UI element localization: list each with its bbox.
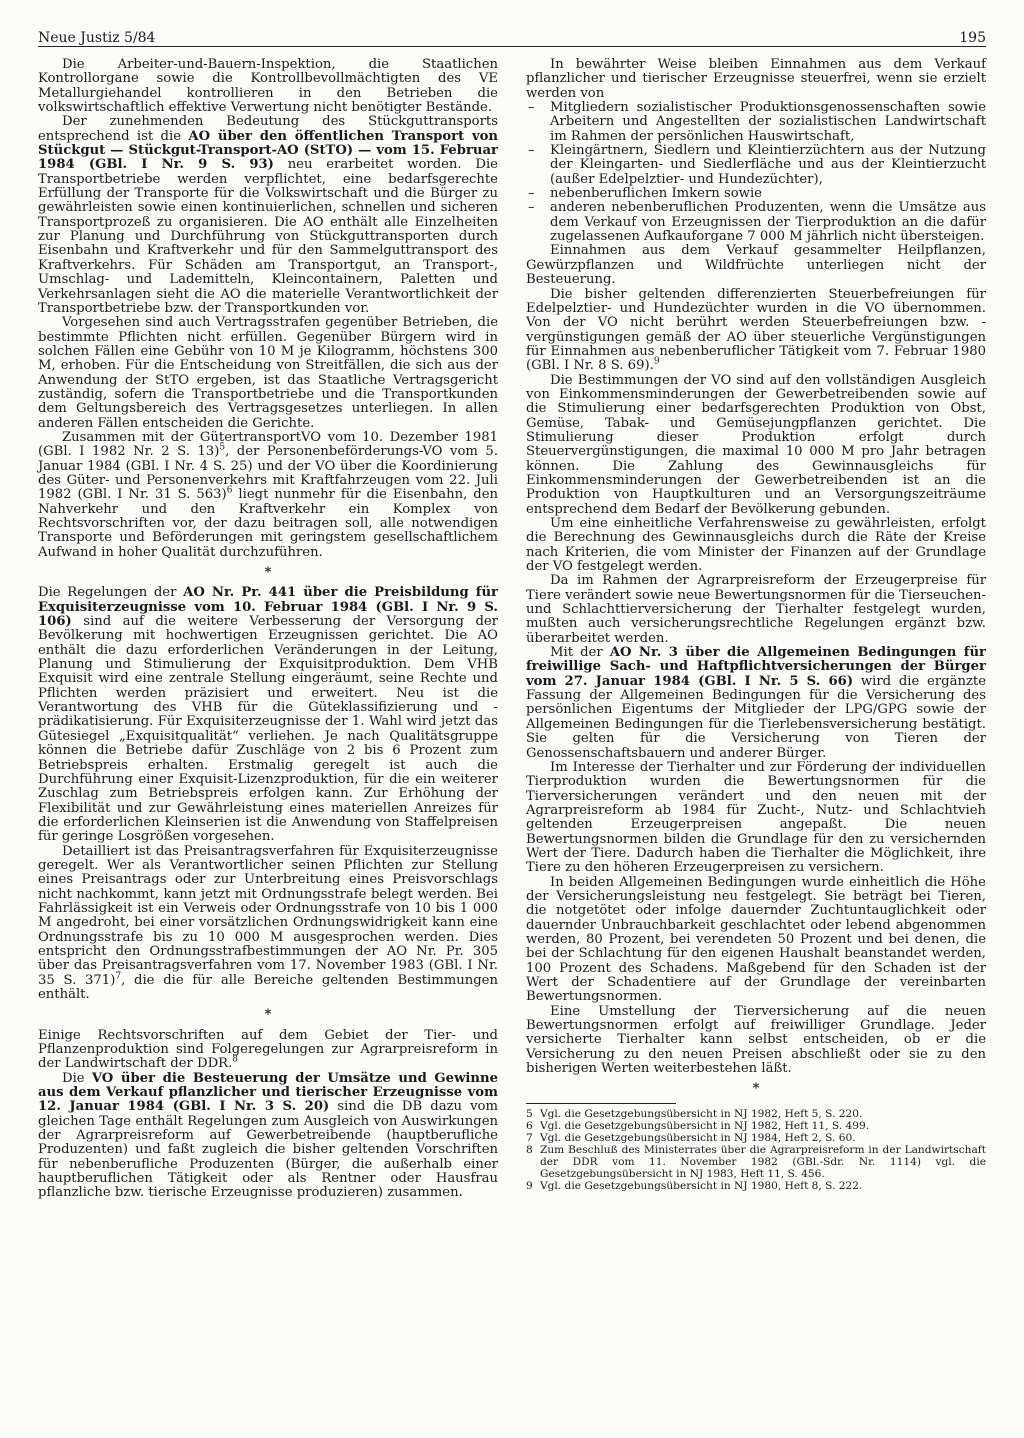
regulation-title: VO über die Besteuerung der Umsätze und Gewinne aus dem Verkauf pflanzlicher und tierischer Erzeugnisse vom 12. Januar 1984 (GBl. I Nr. 3 S. 20) — [38, 1070, 498, 1115]
paragraph: Einnahmen aus dem Verkauf gesammelter Heilpflanzen, Gewürzpflanzen und Wildfrüchte unterliegen nicht der Besteuerung. — [526, 243, 986, 288]
footnote-ref: 5 — [219, 442, 226, 453]
paragraph: Der zunehmenden Bedeutung des Stückguttransports entsprechend ist die AO über den öffentlichen Transport von Stückgut — Stückgut-Transport-AO (StTO) — vom 15. Februar 1984 (GBl. I Nr. 9 S. 93) neu erarbeitet worden. Die Transportbetriebe werden verpflichtet, eine bedarfsgerechte Erfüllung der Transporte für die Volkswirtschaft und die Bürger zu gewährleisten sowie einen kontinuierlichen, schnellen und sicheren Transportprozeß zu organisieren. Die AO enthält alle Einzelheiten zur Planung und Durchführung von Stückguttransporten durch Eisenbahn und Kraftverkehr und für den Sammelguttransport des Kraftverkehrs. Für Schäden am Transportgut, an Transport-, Umschlag- und Lademitteln, Kleincontainern, Paletten und Verkehrsanlagen sieht die AO die materielle Verantwortlichkeit der Transportbetriebe bzw. der Transportkunden vor. — [38, 114, 499, 316]
list-item: – Mitgliedern sozialistischer Produktionsgenossenschaften sowie Arbeitern und Angestellten der sozialistischen Landwirtschaft im Rahmen der persönlichen Hauswirtschaft, — [526, 101, 986, 144]
list-item: – Kleingärtnern, Siedlern und Kleintierzüchtern aus der Nutzung der Kleingarten- und Siedlerfläche und aus der Kleintierzucht (außer Edelpelztier- und Hundezüchter), — [526, 144, 986, 187]
regulation-title: AO über den öffentlichen Transport von Stückgut — Stückgut-Transport-AO (StTO) — vom 15. Februar 1984 (GBl. I Nr. 9 S. 93) — [38, 128, 499, 173]
paragraph: Die Regelungen der AO Nr. Pr. 441 über die Preisbildung für Exquisiterzeugnisse vom 10. Februar 1984 (GBl. I Nr. 9 S. 106) sind auf die weitere Verbesserung der Versorgung der Bevölkerung mit hochwertigen Erzeugnissen gerichtet. Die AO enthält die dazu erforderlichen Veränderungen in der Leitung, Planung und Stimulierung der Exquisitproduktion. Dem VHB Exquisit wird eine zentrale Stellung eingeräumt, seine Rechte und Pflichten werden präzisiert und erweitert. Neu ist die Verantwortung des VHB für die Güteklassifizierung und -prädikatisierung. Für Exquisiterzeugnisse der 1. Wahl wird jetzt das Gütesiegel „Exquisitqualität“ verliehen. Je nach Qualitätsgruppe können die Betriebe dafür Zuschläge von 2 bis 6 Prozent zum Betriebspreis erhalten. Erstmalig geregelt ist auch die Durchführung einer Exquisit-Lizenzproduktion, für die ein weiterer Zuschlag zum Betriebspreis erfolgen kann. Zur Erhöhung der Flexibilität und zur Gewährleistung eines materiellen Anreizes für die erforderlichen Kleinserien ist die Anwendung von Staffelpreisen für geringe Losgrößen vorgesehen. — [38, 585, 498, 845]
footnote-ref: 6 — [226, 485, 233, 496]
section-separator: * — [264, 1007, 272, 1023]
list-item: – nebenberuflichen Imkern sowie — [526, 187, 986, 201]
paragraph: Da im Rahmen der Agrarpreisreform der Erzeugerpreise für Tiere verändert sowie neue Bewertungsnormen für die Tierseuchen- und Schlachttierversicherung der Tierhalter festgelegt wurden, mußten auch versicherungsrechtliche Regelungen ergänzt bzw. überarbeitet werden. — [526, 573, 986, 646]
footnote: 8 Zum Beschluß des Ministerrates über die Agrarpreisreform in der Landwirtschaft der DDR vom 11. November 1982 (GBl.-Sdr. Nr. 1114) vgl. die Gesetzgebungsübersicht in NJ 1983, Heft 11, S. 456. — [526, 1143, 986, 1180]
paragraph: Im Interesse der Tierhalter und zur Förderung der individuellen Tierproduktion wurden die Bewertungsnormen für die Tierversicherungen verändert und den neuen mit der Agrarpreisreform ab 1984 für Zucht-, Nutz- und Schlachtvieh geltenden Erzeugerpreisen angepaßt. Die neuen Bewertungsnormen bilden die Grundlage für den zu versichernden Wert der Tiere. Dadurch haben die Tierhalter die Möglichkeit, ihre Tiere zu den höheren Erzeugerpreisen zu versichern. — [526, 759, 986, 876]
footnote-divider — [526, 1103, 676, 1104]
running-header — [38, 18, 986, 47]
section-separator: * — [264, 565, 272, 581]
paragraph: Zusammen mit der GütertransportVO vom 10. Dezember 1981 (GBl. I 1982 Nr. 2 S. 13)$^5$, der Personenbeförderungs-VO vom 5. Januar 1984 (GBl. I Nr. 4 S. 25) und der VO über die Koordinierung des Güter- und Personenverkehrs mit Kraftfahrzeugen vom 22. Juli 1982 (GBl. I Nr. 31 S. 563)$^6$ liegt nunmehr für die Eisenbahn, den Nahverkehr und den Kraftverkehr ein Komplex von Rechtsvorschriften vor, der dazu beitragen soll, alle notwendigen Transporte und Beförderungen mit geringstem gesellschaftlichem Aufwand in hoher Qualität durchzuführen. — [38, 429, 499, 560]
footnote: 6 Vgl. die Gesetzgebungsübersicht in NJ 1982, Heft 11, S. 499. — [526, 1119, 870, 1132]
paragraph: Um eine einheitliche Verfahrensweise zu gewährleisten, erfolgt die Berechnung des Gewinnausgleichs durch die Räte der Kreise nach Kriterien, die vom Minister der Finanzen auf der Grundlage der VO festgelegt werden. — [526, 516, 986, 575]
paragraph: Detailliert ist das Preisantragsverfahren für Exquisiterzeugnisse geregelt. Wer als Verantwortlicher seinen Pflichten zur Stellung eines Preisantrags oder zur Unterbreitung eines Preisvorschlags nicht nachkommt, kann jetzt mit Ordnungsstrafe belegt werden. Bei Fahrlässigkeit ist ein Verweis oder Ordnungsstrafe von 10 bis 1 000 M angedroht, bei einer vorsätzlichen Ordnungswidrigkeit kann eine Ordnungsstrafe bis zu 10 000 M ausgesprochen werden. Dies entspricht den Ordnungsstrafbestimmungen der AO Nr. Pr. 305 über das Preisantragsverfahren vom 17. November 1983 (GBl. I Nr. 35 S. 371)$^7$, die die für alle Bereiche geltenden Bestimmungen enthält. — [38, 843, 498, 1002]
paragraph: In beiden Allgemeinen Bedingungen wurde einheitlich die Höhe der Versicherungsleistung neu festgelegt. Sie beträgt bei Tieren, die notgetötet oder infolge dauernder Zuchtuntauglichkeit oder dauernder Unbrauchbarkeit geschlachtet oder lebend abgenommen werden, 80 Prozent, bei verendeten 50 Prozent und bei denen, die bei der Schlachtung für den eigenen Haushalt beanstandet werden, 100 Prozent des Schadens. Maßgebend für den Schaden ist der Wert der Schadentiere auf der Grundlage der vereinbarten Bewertungsnormen. — [526, 874, 986, 1005]
footnote: 5 Vgl. die Gesetzgebungsübersicht in NJ 1982, Heft 5, S. 220. — [526, 1107, 863, 1120]
paragraph: Die Arbeiter-und-Bauern-Inspektion, die Staatlichen Kontrollorgane sowie die Kontrollbevollmächtigten des VE Metallurgiehandel kontrollieren in den Betrieben die volkswirtschaftlich effektive Verwertung nicht benötigter Bestände. — [38, 57, 498, 116]
footnote: 7 Vgl. die Gesetzgebungsübersicht in NJ 1984, Heft 2, S. 60. — [526, 1131, 856, 1144]
footnotes — [526, 1108, 986, 1192]
paragraph: Einige Rechtsvorschriften auf dem Gebiet der Tier- und Pflanzenproduktion sind Folgeregelungen zur Agrarpreisreform in der Landwirtschaft der DDR.$^8$ — [38, 1027, 498, 1072]
footnote-ref: 7 — [115, 971, 122, 982]
journal-issue: Neue Justiz 5/84 — [38, 30, 156, 46]
paragraph: Mit der AO Nr. 3 über die Allgemeinen Bedingungen für freiwillige Sach- und Haftpflichtversicherungen der Bürger vom 27. Januar 1984 (GBl. I Nr. 5 S. 66) wird die ergänzte Fassung der Allgemeinen Bedingungen für die Versicherung des persönlichen Eigentums der Mitglieder der LPG/GPG sowie der Allgemeinen Bedingungen für die Tierlebensversicherung bestätigt. Sie gelten für die Versicherung von Tieren der Genossenschaftsbauern und anderer Bürger. — [526, 645, 987, 761]
list-item: – anderen nebenberuflichen Produzenten, wenn die Umsätze aus dem Verkauf von Erzeugnissen der Tierproduktion an die dafür zugelassenen Aufkauforgane 7 000 M jährlich nicht übersteigen. — [526, 201, 986, 244]
paragraph: Die bisher geltenden differenzierten Steuerbefreiungen für Edelpelztier- und Hundezüchter wurden in die VO übernommen. Von der VO nicht berührt werden Steuerbefreiungen bzw. -vergünstigungen gemäß der AO über steuerliche Vergünstigungen für Einnahmen aus nebenberuflicher Tätigkeit vom 7. Februar 1980 (GBl. I Nr. 8 S. 69).$^9$ — [526, 286, 986, 374]
paragraph: In bewährter Weise bleiben Einnahmen aus dem Verkauf pflanzlicher und tierischer Erzeugnisse steuerfrei, wenn sie erzielt werden von — [526, 57, 986, 101]
paragraph: Vorgesehen sind auch Vertragsstrafen gegenüber Betrieben, die bestimmte Pflichten nicht erfüllen. Gegenüber Bürgern wird in solchen Fällen eine Gebühr von 10 M je Kilogramm, höchstens 300 M, erhoben. Für die Entscheidung von Streitfällen, die sich aus der Anwendung der StTO ergeben, ist das Staatliche Vertragsgericht zuständig, sofern die Transportbetriebe und die Transportkunden dem Geltungsbereich des Vertragsgesetzes unterliegen. In allen anderen Fällen entscheiden die Gerichte. — [38, 315, 498, 431]
footnote: 9 Vgl. die Gesetzgebungsübersicht in NJ 1980, Heft 8, S. 222. — [526, 1179, 863, 1192]
paragraph: Eine Umstellung der Tierversicherung auf die neuen Bewertungsnormen erfolgt auf freiwilliger Grundlage. Jeder versicherte Tierhalter kann selbst entscheiden, ob er die Versicherung zu den neuen Preisen abschließt oder sie zu den bisherigen Werten weiterbestehen läßt. — [526, 1003, 986, 1077]
page-number: 195 — [959, 30, 986, 46]
footnote-ref: 9 — [653, 356, 660, 367]
left-column — [38, 58, 498, 1201]
footnote-ref: 8 — [232, 1054, 239, 1065]
regulation-title: AO Nr. Pr. 441 über die Preisbildung für Exquisiterzeugnisse vom 10. Februar 1984 (GBl. I Nr. 9 S. 106) — [38, 585, 498, 630]
exemption-list — [526, 101, 986, 244]
paragraph: Die VO über die Besteuerung der Umsätze und Gewinne aus dem Verkauf pflanzlicher und tierischer Erzeugnisse vom 12. Januar 1984 (GBl. I Nr. 3 S. 20) sind die DB dazu vom gleichen Tage enthält Regelungen zum Ausgleich von Auswirkungen der Agrarpreisreform auf Gewerbetreibende (hauptberufliche Produzenten) und faßt zugleich die bisher geltenden Vorschriften für nebenberufliche Produzenten (Bürger, die außerhalb einer hauptberuflichen Tätigkeit oder als Rentner oder Hausfrau pflanzliche bzw. tierische Erzeugnisse produzieren) zusammen. — [38, 1070, 498, 1201]
section-separator: * — [752, 1081, 760, 1097]
right-column — [526, 58, 986, 1192]
regulation-title: AO Nr. 3 über die Allgemeinen Bedingungen für freiwillige Sach- und Haftpflichtversicherungen der Bürger vom 27. Januar 1984 (GBl. I Nr. 5 S. 66) — [526, 645, 986, 689]
paragraph: Die Bestimmungen der VO sind auf den vollständigen Ausgleich von Einkommensminderungen der Gewerbetreibenden sowie auf die Stimulierung einer bedarfsgerechten Produktion von Obst, Gemüse, Tabak- und Gemüsejungpflanzen gerichtet. Die Stimulierung dieser Produktion erfolgt durch Steuervergünstigungen, die maximal 10 000 M pro Jahr betragen können. Die Zahlung des Gewinnausgleichs für Einkommensminderungen der Gewerbetreibenden ist an die Produktion von Hauptkulturen und an Versorgungszeiträume entsprechend dem Bedarf der Bevölkerung gebunden. — [526, 372, 986, 517]
